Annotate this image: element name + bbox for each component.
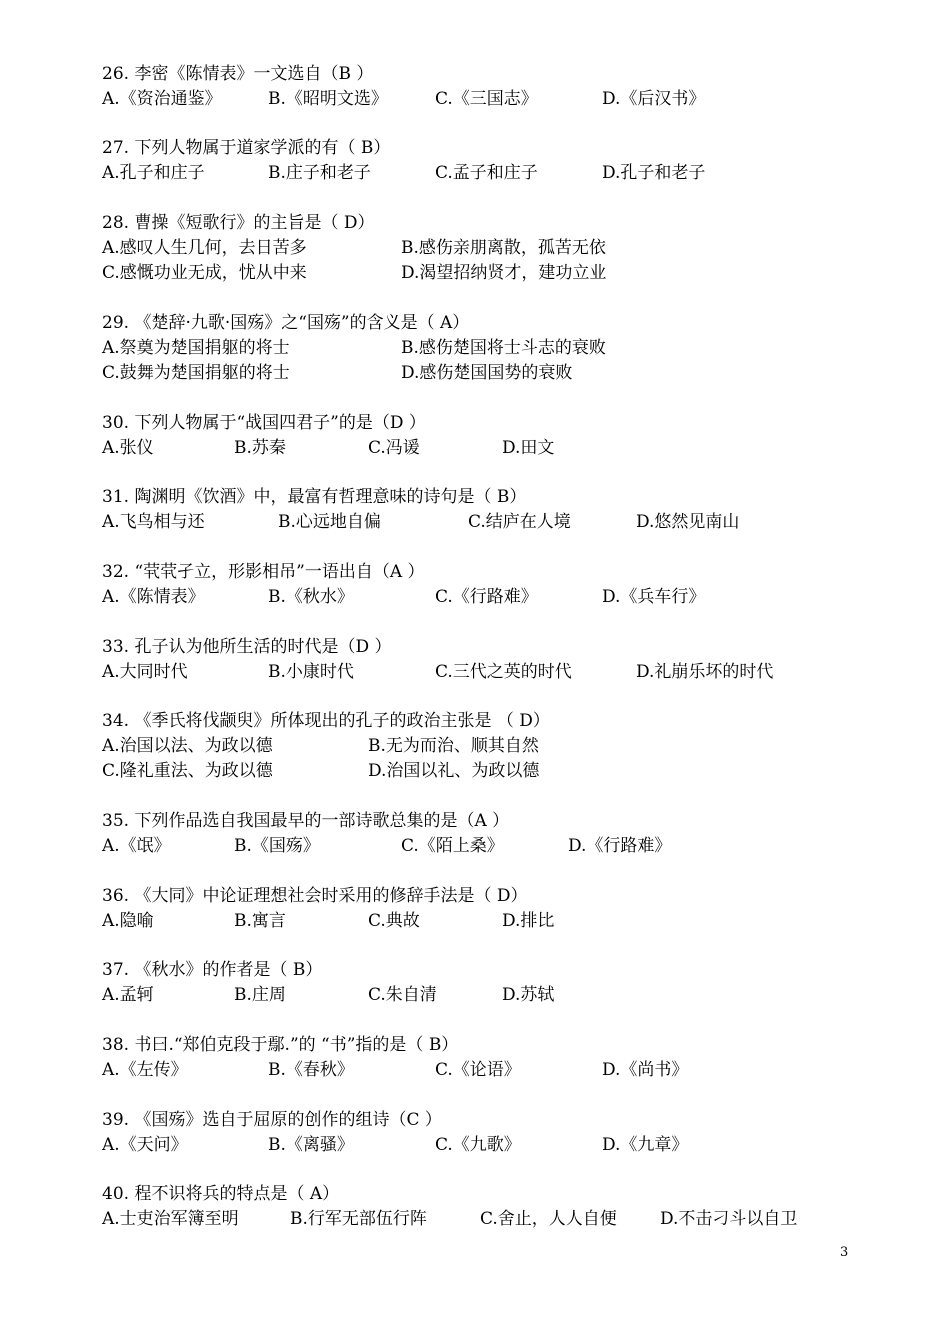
answer-option: C.《论语》 [435, 1060, 521, 1080]
question-26 [102, 62, 862, 112]
answer-option: C.《陌上桑》 [401, 836, 504, 856]
option-row [102, 983, 862, 1008]
answer-option: D.排比 [502, 911, 555, 931]
question-stem: 28. 曹操《短歌行》的主旨是（ D） [102, 213, 375, 233]
option-row [102, 585, 862, 610]
answer-option: C.鼓舞为楚国捐躯的将士 [102, 363, 290, 383]
answer-option: C.《九歌》 [435, 1135, 521, 1155]
answer-option: B.感伤亲朋离散，孤苦无依 [401, 238, 606, 258]
answer-option: D.《兵车行》 [602, 587, 706, 607]
question-stem: 35. 下列作品选自我国最早的一部诗歌总集的是（A ） [102, 811, 510, 831]
answer-option: D.苏轼 [502, 985, 555, 1005]
answer-option: B.庄周 [234, 985, 286, 1005]
question-stem: 38. 书曰.“郑伯克段于鄢.”的 “书”指的是（ B） [102, 1035, 459, 1055]
option-row [102, 759, 862, 784]
question-stem: 31. 陶渊明《饮酒》中，最富有哲理意味的诗句是（ B） [102, 487, 527, 507]
answer-option: B.庄子和老子 [268, 163, 371, 183]
answer-option: C.朱自清 [368, 985, 437, 1005]
answer-option: B.《昭明文选》 [268, 89, 388, 109]
answer-option: A.隐喻 [102, 911, 154, 931]
answer-option: D.《行路难》 [568, 836, 672, 856]
option-row [102, 1058, 862, 1083]
question-40 [102, 1182, 862, 1232]
answer-option: C.孟子和庄子 [435, 163, 538, 183]
answer-option: D.渴望招纳贤才，建功立业 [401, 263, 607, 283]
question-stem: 36. 《大同》中论证理想社会时采用的修辞手法是（ D） [102, 886, 528, 906]
question-36 [102, 884, 862, 934]
question-29 [102, 311, 862, 386]
answer-option: C.冯谖 [368, 438, 420, 458]
option-row [102, 87, 862, 112]
question-stem: 39. 《国殇》选自于屈原的创作的组诗（C ） [102, 1110, 442, 1130]
question-stem: 32. “茕茕孑立，形影相吊”一语出自（A ） [102, 562, 425, 582]
question-32 [102, 560, 862, 610]
answer-option: D.《尚书》 [602, 1060, 689, 1080]
answer-option: D.孔子和老子 [602, 163, 706, 183]
answer-option: A.大同时代 [102, 662, 188, 682]
question-stem: 30. 下列人物属于“战国四君子”的是（D ） [102, 413, 426, 433]
question-stem: 26. 李密《陈情表》一文选自（B ） [102, 64, 374, 84]
question-stem: 33. 孔子认为他所生活的时代是（D ） [102, 637, 392, 657]
answer-option: B.寓言 [234, 911, 286, 931]
option-row [102, 261, 862, 286]
answer-option: B.小康时代 [268, 662, 354, 682]
question-35 [102, 809, 862, 859]
answer-option: C.《行路难》 [435, 587, 538, 607]
answer-option: D.不击刁斗以自卫 [660, 1209, 798, 1229]
option-row [102, 510, 862, 535]
answer-option: D.治国以礼、为政以德 [368, 761, 540, 781]
answer-option: A.《资治通鉴》 [102, 89, 222, 109]
answer-option: C.《三国志》 [435, 89, 538, 109]
option-row [102, 1133, 862, 1158]
option-row [102, 361, 862, 386]
option-row [102, 660, 862, 685]
answer-option: D.田文 [502, 438, 555, 458]
option-row [102, 436, 862, 461]
option-row [102, 161, 862, 186]
answer-option: D.感伤楚国国势的衰败 [401, 363, 573, 383]
answer-option: A.孔子和庄子 [102, 163, 205, 183]
answer-option: B.无为而治、顺其自然 [368, 736, 539, 756]
question-stem: 40. 程不识将兵的特点是（ A） [102, 1184, 340, 1204]
question-38 [102, 1033, 862, 1083]
answer-option: B.心远地自偏 [278, 512, 381, 532]
question-stem: 37. 《秋水》的作者是（ B） [102, 960, 323, 980]
answer-option: A.《左传》 [102, 1060, 188, 1080]
answer-option: A.《氓》 [102, 836, 171, 856]
answer-option: C.舍止，人人自便 [480, 1209, 617, 1229]
answer-option: B.苏秦 [234, 438, 286, 458]
answer-option: D.礼崩乐坏的时代 [636, 662, 774, 682]
option-row [102, 909, 862, 934]
answer-option: A.治国以法、为政以德 [102, 736, 273, 756]
answer-option: A.《陈情表》 [102, 587, 205, 607]
page-number: 3 [840, 1245, 849, 1260]
option-row [102, 834, 862, 859]
answer-option: A.祭奠为楚国捐躯的将士 [102, 338, 290, 358]
answer-option: B.《离骚》 [268, 1135, 354, 1155]
option-row [102, 734, 862, 759]
question-28 [102, 211, 862, 286]
question-39 [102, 1108, 862, 1158]
answer-option: C.三代之英的时代 [435, 662, 572, 682]
answer-option: B.感伤楚国将士斗志的衰败 [401, 338, 606, 358]
question-33 [102, 635, 862, 685]
answer-option: B.《春秋》 [268, 1060, 354, 1080]
answer-option: C.隆礼重法、为政以德 [102, 761, 273, 781]
question-stem: 27. 下列人物属于道家学派的有（ B） [102, 138, 391, 158]
answer-option: A.飞鸟相与还 [102, 512, 205, 532]
answer-option: A.张仪 [102, 438, 154, 458]
question-27 [102, 136, 862, 186]
answer-option: A.《天问》 [102, 1135, 188, 1155]
question-30 [102, 411, 862, 461]
question-37 [102, 958, 862, 1008]
answer-option: A.感叹人生几何，去日苦多 [102, 238, 307, 258]
question-stem: 34. 《季氏将伐颛臾》所体现出的孔子的政治主张是 （ D） [102, 711, 550, 731]
answer-option: C.典故 [368, 911, 420, 931]
answer-option: D.悠然见南山 [636, 512, 740, 532]
question-stem: 29. 《楚辞·九歌·国殇》之“国殇”的含义是（ A） [102, 313, 470, 333]
answer-option: A.士吏治军簿至明 [102, 1209, 239, 1229]
question-31 [102, 485, 862, 535]
answer-option: D.《后汉书》 [602, 89, 706, 109]
answer-option: B.《秋水》 [268, 587, 354, 607]
option-row [102, 1207, 862, 1232]
answer-option: A.孟轲 [102, 985, 154, 1005]
option-row [102, 236, 862, 261]
answer-option: D.《九章》 [602, 1135, 689, 1155]
question-34 [102, 709, 862, 784]
answer-option: B.行军无部伍行阵 [290, 1209, 427, 1229]
answer-option: C.感慨功业无成，忧从中来 [102, 263, 307, 283]
option-row [102, 336, 862, 361]
answer-option: C.结庐在人境 [468, 512, 571, 532]
answer-option: B.《国殇》 [234, 836, 320, 856]
